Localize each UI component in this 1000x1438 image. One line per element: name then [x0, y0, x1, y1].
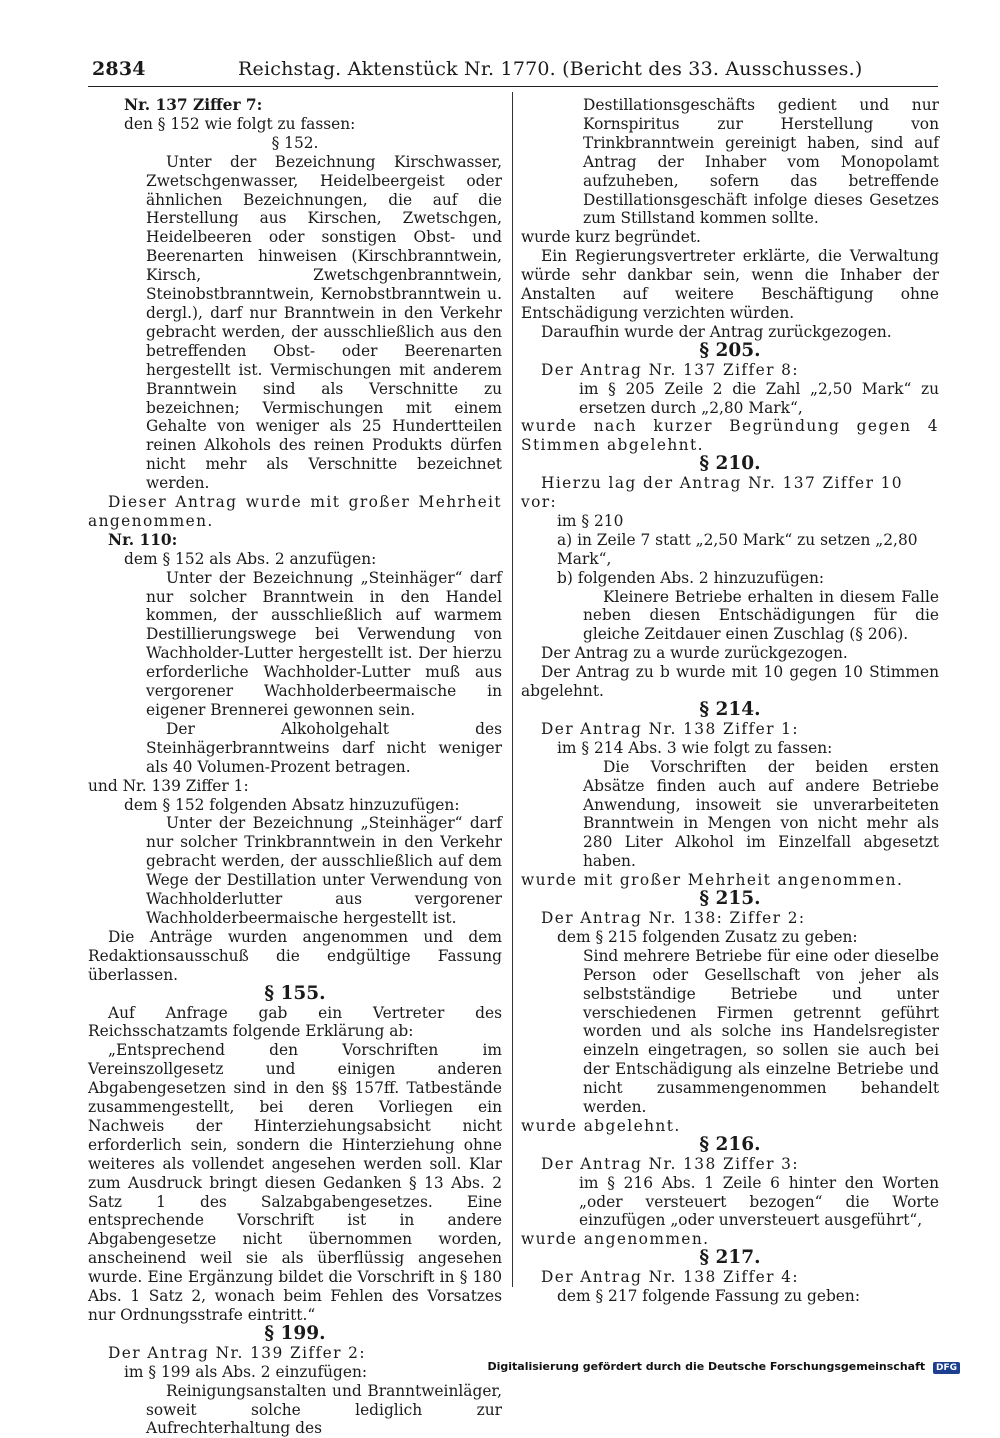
- header-rule: [88, 86, 938, 87]
- dfg-logo: DFG: [933, 1362, 960, 1374]
- motion-instruction: dem § 215 folgenden Zusatz zu geben:: [557, 927, 858, 946]
- motion-text: Die Vorschriften der beiden ersten Absätze finden auch auf andere Betriebe Anwendung, insoweit sie unverarbeiteten Branntwein in Mengen von nicht mehr als 280 Liter Alkohol im Einzelfall abgesetzt haben.: [583, 757, 939, 871]
- motion-text: Reinigungsanstalten und Branntweinläger, soweit solche lediglich zur Aufrechterhaltung des: [146, 1381, 502, 1438]
- motion-reference: und Nr. 139 Ziffer 1:: [88, 776, 249, 795]
- motion-result: Daraufhin wurde der Antrag zurückgezogen.: [541, 322, 892, 341]
- motion-reference: Nr. 110:: [108, 530, 178, 549]
- motion-text: Sind mehrere Betriebe für eine oder dieselbe Person oder Gesellschaft von jeher als selbstständige Betriebe und unter verschiedenen Firmen getrennt geführt worden und als solche ins Handelsregister einzeln eingetragen, so sollen sie auch bei der Entschädigung als einzelne Betriebe und nicht zusammengenommen behandelt werden.: [583, 946, 939, 1117]
- motion-instruction: dem § 217 folgende Fassung zu geben:: [557, 1287, 861, 1306]
- motion-instruction: im § 199 als Abs. 2 einzufügen:: [124, 1362, 368, 1381]
- right-column: [521, 96, 939, 1306]
- motion-result: wurde angenommen.: [521, 1230, 710, 1249]
- motion-reference: Der Antrag Nr. 138 Ziffer 1:: [541, 719, 799, 738]
- motion-result: Der Antrag zu b wurde mit 10 gegen 10 Stimmen abgelehnt.: [521, 663, 939, 701]
- motion-reference: Der Antrag Nr. 138 Ziffer 3:: [541, 1154, 799, 1173]
- motion-reference: Der Antrag Nr. 139 Ziffer 2:: [108, 1343, 366, 1362]
- page-number: 2834: [92, 58, 146, 80]
- motion-text: Der Alkoholgehalt des Steinhägerbranntweins darf nicht weniger als 40 Volumen-Prozent betragen.: [146, 719, 502, 776]
- motion-text: Destillationsgeschäfts gedient und nur Kornspiritus zur Herstellung von Trinkbranntwein gereinigt haben, sind auf Antrag der Inhaber vom Monopolamt aufzuheben, sofern das betreffende Destillationsgeschäft infolge dieses Gesetzes zum Stillstand kommen sollte.: [583, 96, 939, 228]
- section-heading: § 215.: [699, 888, 761, 910]
- digitization-credit: [487, 1360, 960, 1374]
- motion-reference: Der Antrag Nr. 138: Ziffer 2:: [541, 908, 806, 927]
- motion-reference: Hierzu lag der Antrag Nr. 137 Ziffer 10 vor:: [521, 474, 903, 512]
- motion-item-b: b) folgenden Abs. 2 hinzuzufügen:: [557, 568, 825, 587]
- motion-instruction: dem § 152 folgenden Absatz hinzuzufügen:: [124, 795, 460, 814]
- page-header: [92, 58, 942, 88]
- left-column: [88, 96, 502, 1438]
- section-heading: § 210.: [699, 453, 761, 475]
- credit-text: Digitalisierung gefördert durch die Deutsche Forschungsgemeinschaft: [487, 1360, 926, 1373]
- motion-reference: Der Antrag Nr. 138 Ziffer 4:: [541, 1268, 799, 1287]
- statement-intro: Auf Anfrage gab ein Vertreter des Reichsschatzamts folgende Erklärung ab:: [88, 1003, 502, 1041]
- column-divider: [512, 92, 513, 1287]
- section-heading: § 155.: [264, 982, 326, 1004]
- motion-instruction: im § 214 Abs. 3 wie folgt zu fassen:: [557, 738, 833, 757]
- motion-text: Unter der Bezeichnung „Steinhäger“ darf nur solcher Branntwein in den Handel kommen, der ausschließlich auf warmem Destillierungswege bei Verwendung von Wachholder-Lutter hergestellt ist. Der hierzu erforderliche Wachholder-Lutter muß aus vergorener Wachholderbeermaische in eigener Brennerei gewonnen sein.: [146, 568, 502, 719]
- motion-item-a: a) in Zeile 7 statt „2,50 Mark“ zu setzen „2,80 Mark“,: [557, 530, 918, 568]
- section-heading: § 205.: [699, 339, 761, 361]
- motion-result: Dieser Antrag wurde mit großer Mehrheit angenommen.: [88, 493, 502, 530]
- motion-text: Unter der Bezeichnung Kirschwasser, Zwetschgenwasser, Heidelbeergeist oder ähnlichen Bezeichnungen, die auf die Herstellung aus Kirschen, Zwetschgen, Heidelbeeren oder sonstigen Obst- und Beerenarten hinweisen (Kirschbranntwein, Kirsch, Zwetschgenbranntwein, Steinobstbranntwein, Kernobstbranntwein u. dergl.), darf nur Branntwein in den Verkehr gebracht werden, der ausschließlich aus den betreffenden Obst- oder Beerenarten hergestellt ist. Vermischungen mit anderem Branntwein sind als Verschnitte zu bezeichnen; Vermischungen mit einem Gehalte von weniger als 25 Hundertteilen reinen Alkohols des reinen Produkts dürfen nicht mehr als Verschnitte bezeichnet werden.: [146, 152, 502, 493]
- running-title: Reichstag. Aktenstück Nr. 1770. (Bericht des 33. Ausschusses.): [238, 58, 863, 80]
- government-statement: Ein Regierungsvertreter erklärte, die Verwaltung würde sehr dankbar sein, wenn die Inhaber der Anstalten auf weitere Beschäftigung ohne Entschädigung verzichten würden.: [521, 247, 939, 322]
- section-heading: § 199.: [264, 1322, 326, 1344]
- motion-text: Kleinere Betriebe erhalten in diesem Falle neben diesen Entschädigungen für die gleiche Zeitdauer einen Zuschlag (§ 206).: [583, 587, 939, 644]
- motion-text: im § 216 Abs. 1 Zeile 6 hinter den Worten „oder versteuert bezogen“ die Worte einzufügen „oder unversteuert ausgeführt“,: [579, 1173, 939, 1230]
- motion-result: wurde kurz begründet.: [521, 228, 701, 247]
- motion-result: wurde abgelehnt.: [521, 1116, 681, 1135]
- motion-instruction: im § 210: [557, 511, 624, 530]
- motion-text: Unter der Bezeichnung „Steinhäger“ darf nur solcher Trinkbranntwein in den Verkehr gebracht werden, der ausschließlich auf dem Wege der Destillation unter Verwendung von Wachholderlutter aus vergorener Wachholderbeermaische hergestellt ist.: [146, 814, 502, 927]
- motion-result: Der Antrag zu a wurde zurückgezogen.: [541, 644, 848, 663]
- motion-result: wurde nach kurzer Begründung gegen 4 Stimmen abgelehnt.: [521, 417, 939, 455]
- motion-result: wurde mit großer Mehrheit angenommen.: [521, 871, 904, 890]
- section-heading: § 214.: [699, 699, 761, 720]
- motion-text: im § 205 Zeile 2 die Zahl „2,50 Mark“ zu ersetzen durch „2,80 Mark“,: [579, 379, 939, 417]
- section-heading: § 217.: [699, 1247, 761, 1269]
- motion-reference: Nr. 137 Ziffer 7:: [124, 96, 263, 114]
- section-heading: § 216.: [699, 1133, 761, 1155]
- motion-reference: Der Antrag Nr. 137 Ziffer 8:: [541, 360, 799, 379]
- paragraph-heading: § 152.: [271, 133, 319, 152]
- motion-instruction: dem § 152 als Abs. 2 anzufügen:: [124, 549, 377, 568]
- motion-instruction: den § 152 wie folgt zu fassen:: [124, 114, 356, 133]
- statement-quote: „Entsprechend den Vorschriften im Vereinszollgesetz und einigen anderen Abgabengesetzen sind in den §§ 157ff. Tatbestände zusammengestellt, bei deren Vorliegen ein Nachweis der Hinterziehungsabsicht nicht erforderlich sein, sondern die Hinterziehung ohne weiteres als vollendet angesehen werden soll. Klar zum Ausdruck bringt diesen Gedanken § 13 Abs. 2 Satz 1 des Salzabgabengesetzes. Eine entsprechende Vorschrift ist in andere Abgabengesetze nicht übernommen worden, anscheinend weil sie als überflüssig angesehen wurde. Eine Ergänzung bildet die Vorschrift in § 180 Abs. 1 Satz 2, wonach beim Fehlen des Vorsatzes nur Ordnungsstrafe eintritt.“: [88, 1041, 502, 1324]
- motion-result: Die Anträge wurden angenommen und dem Redaktionsausschuß die endgültige Fassung überlassen.: [88, 927, 502, 984]
